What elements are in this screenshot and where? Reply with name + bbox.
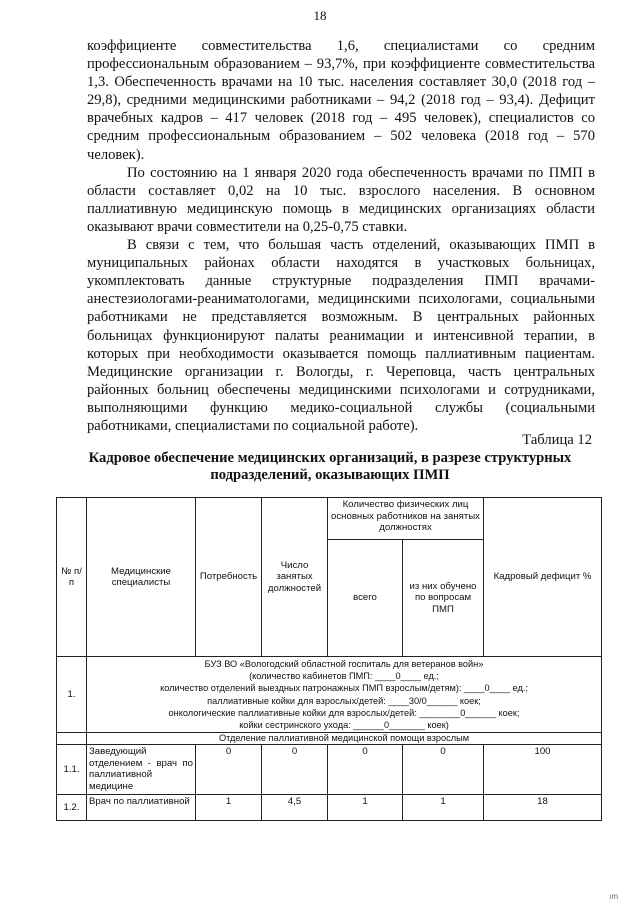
section-num [57, 733, 87, 745]
row-positions: 0 [262, 745, 328, 795]
org-line: койки сестринского ухода: ______0_______ коек) [239, 720, 449, 731]
row-specialist: Врач по паллиативной [87, 795, 196, 821]
header-specialists: Медицинские специалисты [87, 498, 196, 657]
paragraph-2: По состоянию на 1 января 2020 года обеспеченность врачами по ПМП в области составляет 0,02 на 10 тыс. взрослого населения. В основном паллиативную медицинскую помощь в медицинских организациях области оказывают врачи совместители на 0,25-0,75 ставки. [87, 164, 595, 235]
row-trained: 0 [403, 745, 484, 795]
row-deficit: 100 [484, 745, 602, 795]
org-num: 1. [57, 657, 87, 733]
header-num: № п/п [57, 498, 87, 657]
header-deficit: Кадровый дефицит % [484, 498, 602, 657]
org-line: количество отделений выездных патронажных ПМП взрослым/детям): ____0____ ед.; [160, 683, 528, 694]
table-row [57, 745, 602, 795]
row-num: 1.1. [57, 745, 87, 795]
page-number: 18 [313, 8, 327, 23]
org-line: БУЗ ВО «Вологодский областной госпиталь для ветеранов войн» [204, 659, 484, 669]
row-num: 1.2. [57, 795, 87, 821]
table-title: Кадровое обеспечение медицинских организаций, в разрезе структурных подразделений, оказывающих ПМП [88, 450, 572, 483]
org-line: онкологические паллиативные койки для взрослых/детей: ________0______ коек; [168, 707, 520, 718]
row-specialist: Заведующий отделением - врач по паллиативной медицине [87, 745, 196, 795]
row-need: 0 [196, 745, 262, 795]
row-total: 1 [328, 795, 403, 821]
paragraph-3: В связи с тем, что большая часть отделений, оказывающих ПМП в муниципальных районах области находятся в участковых больницах, укомплектовать данные структурные подразделения ПМП врачами-анестезиологами-реаниматологами, медицинскими психологами, социальными работниками не представляется возможным. В центральных районных больницах функционируют палаты реанимации и интенсивной терапии, в которых при необходимости оказывается помощь паллиативным пациентам. Медицинские организации г. Вологды, г. Череповца, часть центральных районных больниц обеспечены медицинскими психологами и сотрудниками, выполняющими функцию медико-социальной службы (социальными работниками, специалистами по социальной работе). [87, 237, 595, 434]
row-deficit: 18 [484, 795, 602, 821]
paragraph-1: коэффициенте совместительства 1,6, специалистами со средним профессиональным образованием – 93,7%, при коэффициенте совместительства 1,3. Обеспеченность врачами на 10 тыс. населения составляет 30,0 (2018 год – 29,8), средними медицинскими работниками – 94,2 (2018 год – 93,4). Дефицит врачебных кадров – 417 человек (2018 год – 495 человек), специалистов со средним профессиональным образованием – 502 человека (2018 год – 570 человек). [87, 38, 595, 163]
table-row [57, 795, 602, 821]
row-trained: 1 [403, 795, 484, 821]
staffing-table [56, 497, 602, 821]
corner-mark: ım [609, 892, 618, 901]
header-need: Потребность [196, 498, 262, 657]
org-line: (количество кабинетов ПМП: ____0____ ед.; [249, 671, 439, 682]
row-positions: 4,5 [262, 795, 328, 821]
header-total: всего [328, 540, 403, 657]
table-label: Таблица 12 [522, 432, 592, 448]
header-persons-group: Количество физических лиц основных работников на занятых должностях [328, 498, 484, 540]
row-need: 1 [196, 795, 262, 821]
org-line: паллиативные койки для взрослых/детей: ____30/0______ коек; [207, 695, 481, 706]
header-trained: из них обучено по вопросам ПМП [403, 540, 484, 657]
header-positions: Число занятых должностей [262, 498, 328, 657]
row-total: 0 [328, 745, 403, 795]
section-title: Отделение паллиативной медицинской помощи взрослым [87, 733, 602, 745]
organization-info [87, 657, 602, 733]
body-text [87, 37, 595, 435]
